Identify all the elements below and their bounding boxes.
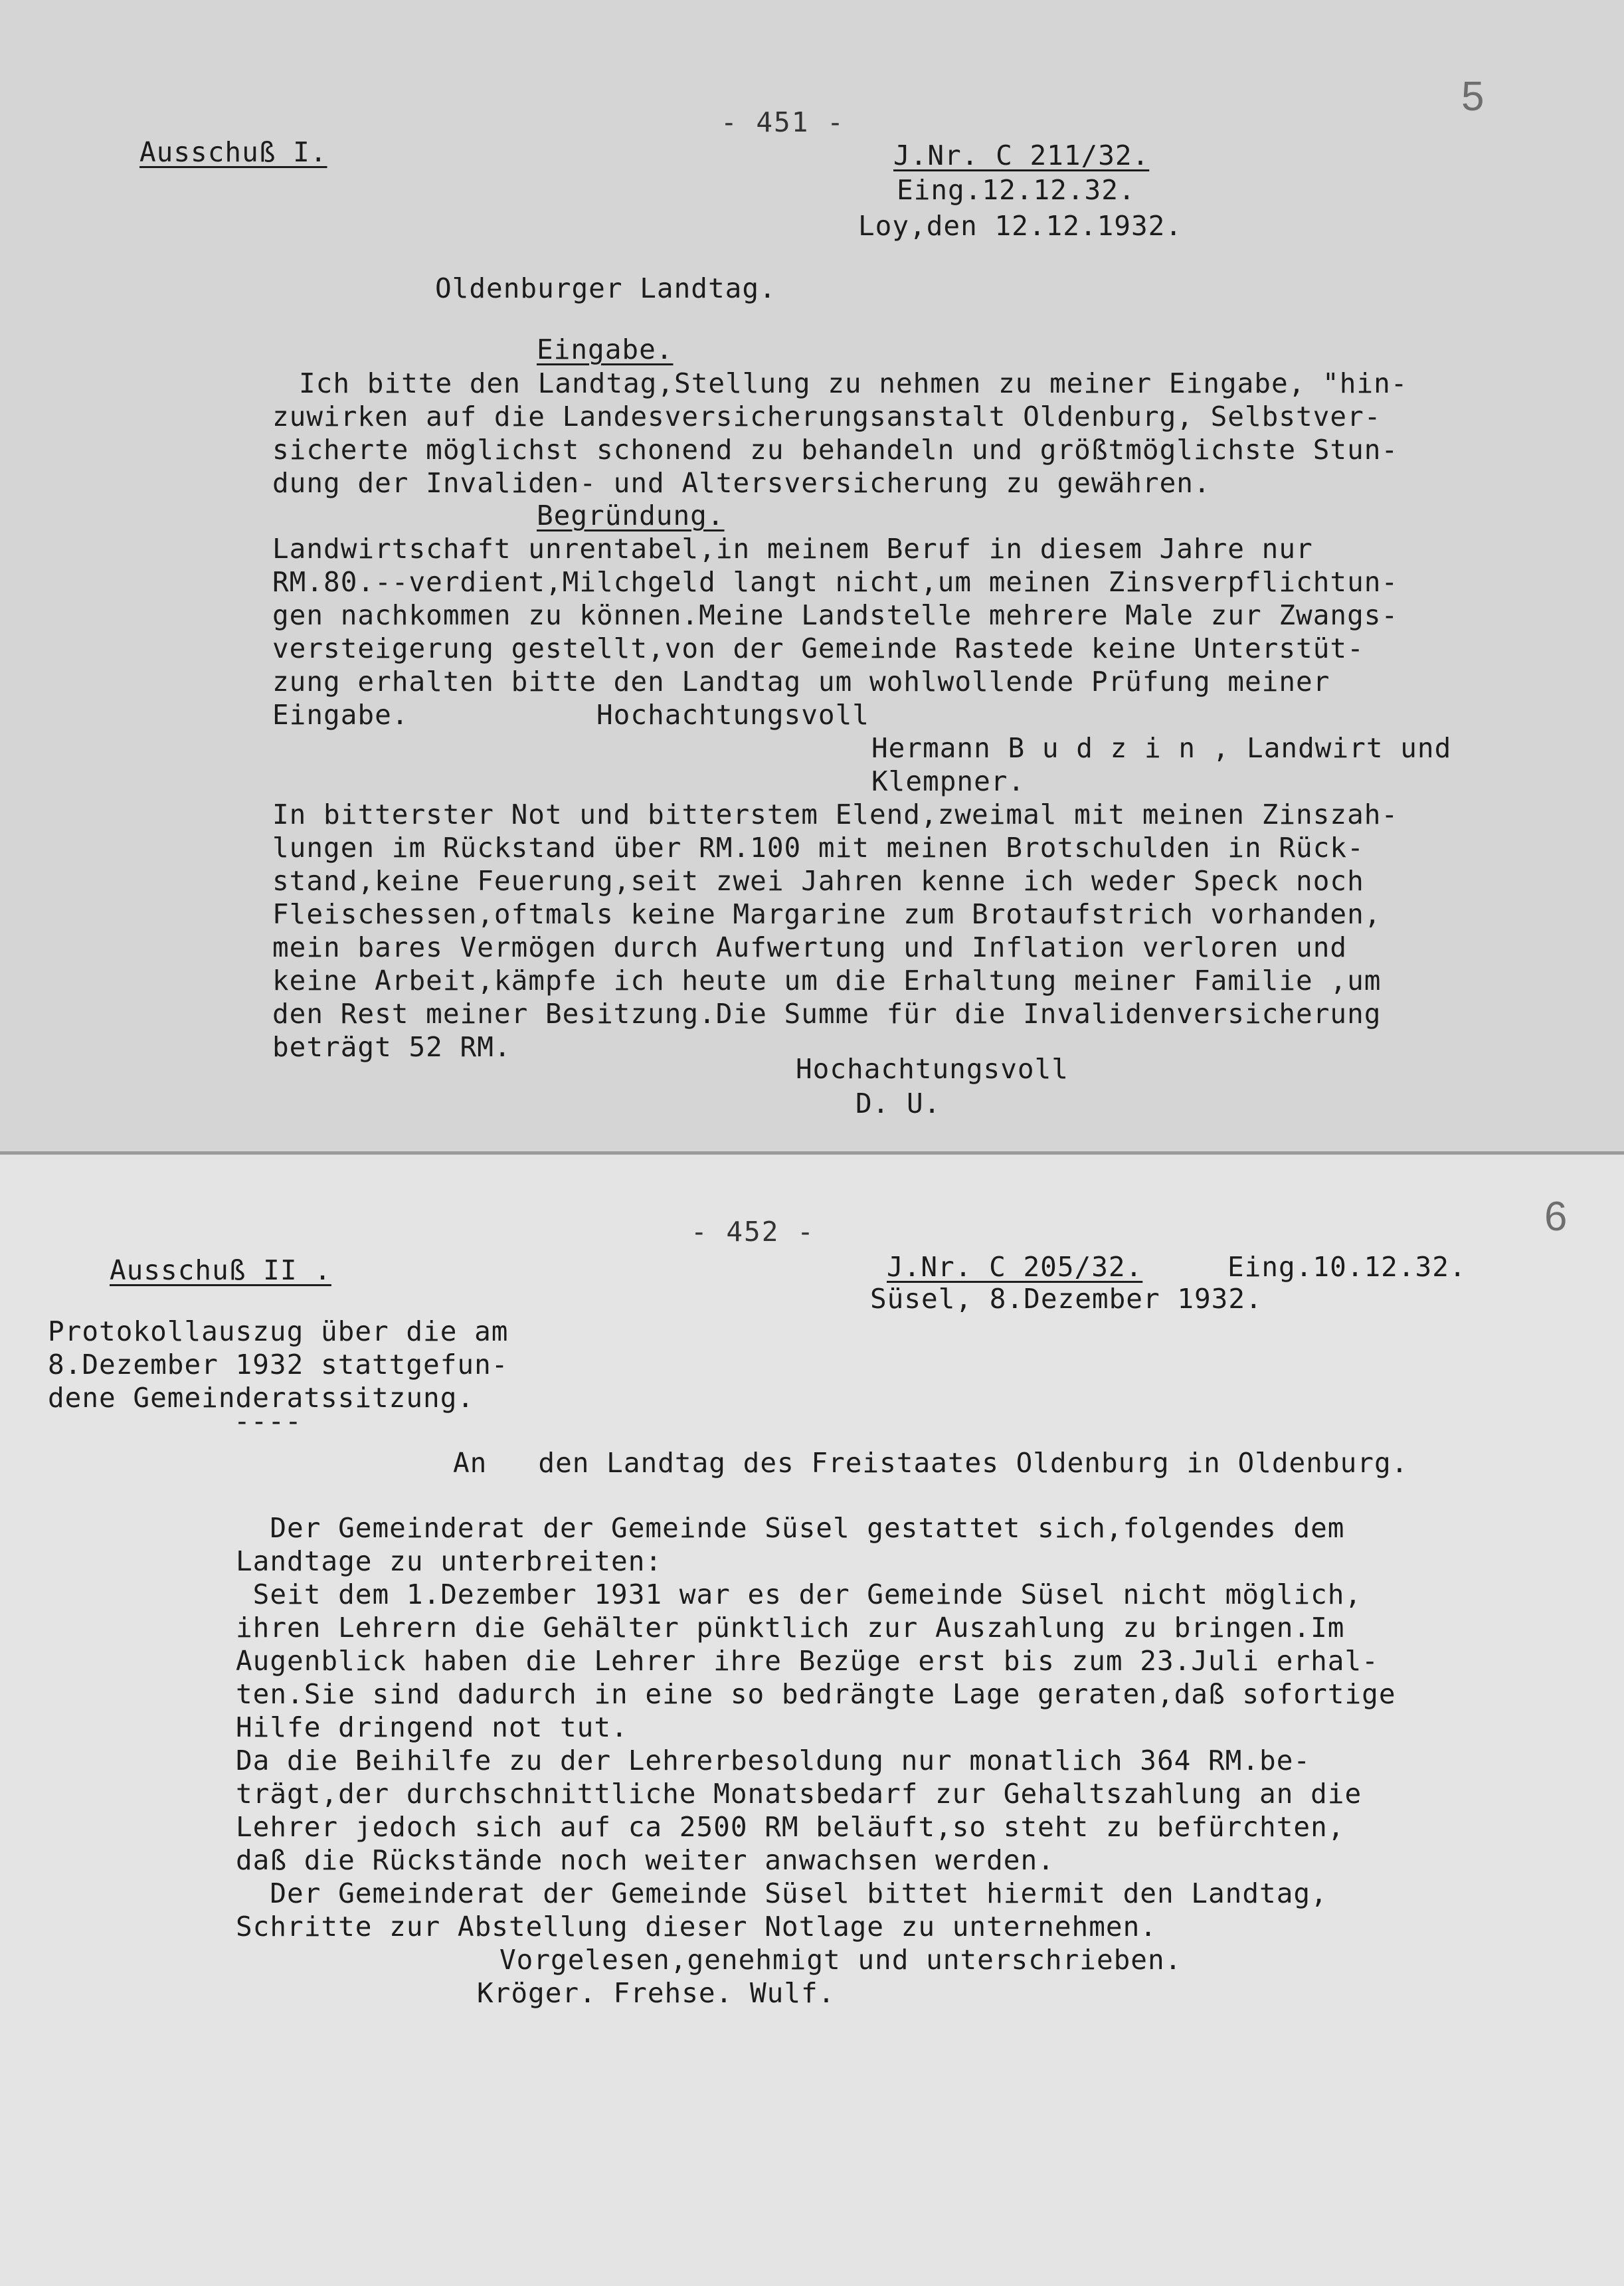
text-line: Eingabe. Hochachtungsvoll: [272, 699, 869, 731]
place-date: Loy,den 12.12.1932.: [858, 210, 1182, 242]
subject-line: dene Gemeinderatssitzung.: [48, 1382, 475, 1414]
signature-name: Hermann B u d z i n , Landwirt und: [871, 732, 1452, 764]
place-date: Süsel, 8.Dezember 1932.: [870, 1283, 1263, 1315]
received-date: Eing.10.12.32.: [1227, 1251, 1467, 1283]
text-line: stand,keine Feuerung,seit zwei Jahren kenne ich weder Speck noch: [272, 865, 1364, 897]
text-line: dung der Invaliden- und Altersversicherung zu gewähren.: [272, 467, 1211, 499]
heading-eingabe: Eingabe.: [537, 333, 674, 365]
signatures: Kröger. Frehse. Wulf.: [477, 1977, 836, 2009]
committee-label: Ausschuß I.: [139, 136, 327, 168]
text-line: Fleischessen,oftmals keine Margarine zum Brotaufstrich vorhanden,: [272, 898, 1382, 930]
subject-line: Protokollauszug über die am: [48, 1315, 509, 1347]
text-line: zung erhalten bitte den Landtag um wohlwollende Prüfung meiner: [272, 666, 1330, 698]
text-line: ihren Lehrern die Gehälter pünktlich zur Auszahlung zu bringen.Im: [236, 1612, 1345, 1644]
reference-number: J.Nr. C 205/32.: [887, 1251, 1143, 1283]
handwritten-page-number: 5: [1461, 74, 1485, 120]
document-page-452: [0, 1155, 1624, 2286]
text-line: den Rest meiner Besitzung.Die Summe für die Invalidenversicherung: [272, 998, 1382, 1030]
text-line: mein bares Vermögen durch Aufwertung und Inflation verloren und: [272, 931, 1348, 963]
text-line: Hilfe dringend not tut.: [236, 1711, 628, 1743]
text-line: versteigerung gestellt,von der Gemeinde Rastede keine Unterstüt-: [272, 632, 1364, 664]
text-line: Schritte zur Abstellung dieser Notlage zu unternehmen.: [236, 1911, 1157, 1943]
text-line: Da die Beihilfe zu der Lehrerbesoldung nur monatlich 364 RM.be-: [236, 1745, 1311, 1776]
reference-number: J.Nr. C 211/32.: [893, 140, 1150, 171]
subject-line: 8.Dezember 1932 stattgefun-: [48, 1349, 509, 1381]
text-line: ten.Sie sind dadurch in eine so bedrängte Lage geraten,daß sofortige: [236, 1678, 1396, 1710]
closing: Hochachtungsvoll: [796, 1053, 1069, 1085]
text-line: In bitterster Not und bitterstem Elend,zweimal mit meinen Zinszah-: [272, 799, 1399, 830]
text-line: Landtage zu unterbreiten:: [236, 1545, 663, 1577]
text-line: Landwirtschaft unrentabel,in meinem Beruf in diesem Jahre nur: [272, 533, 1313, 565]
text-line: RM.80.--verdient,Milchgeld langt nicht,um meinen Zinsverpflichtun-: [272, 566, 1399, 598]
text-line: lungen im Rückstand über RM.100 mit meinen Brotschulden in Rück-: [272, 832, 1364, 864]
text-line: Lehrer jedoch sich auf ca 2500 RM beläuft,so steht zu befürchten,: [236, 1811, 1345, 1843]
initials: D. U.: [856, 1088, 941, 1119]
subject-rule: ----: [234, 1405, 302, 1437]
text-line: Der Gemeinderat der Gemeinde Süsel gestattet sich,folgendes dem: [236, 1512, 1345, 1544]
text-line: Augenblick haben die Lehrer ihre Bezüge erst bis zum 23.Juli erhal-: [236, 1645, 1379, 1677]
text-line: beträgt 52 RM.: [272, 1031, 511, 1063]
handwritten-page-number: 6: [1544, 1194, 1568, 1240]
page-number: - 451 -: [721, 106, 845, 138]
text-line: Seit dem 1.Dezember 1931 war es der Gemeinde Süsel nicht möglich,: [236, 1578, 1362, 1610]
signature-occupation: Klempner.: [871, 765, 1026, 797]
text-line: Der Gemeinderat der Gemeinde Süsel bittet hiermit den Landtag,: [236, 1877, 1328, 1909]
page-number: - 452 -: [691, 1216, 815, 1248]
text-line: sicherte möglichst schonend zu behandeln und größtmöglichste Stun-: [272, 434, 1399, 466]
text-line: keine Arbeit,kämpfe ich heute um die Erhaltung meiner Familie ,um: [272, 965, 1382, 997]
addressee: Oldenburger Landtag.: [435, 272, 776, 304]
heading-begruendung: Begründung.: [537, 500, 725, 531]
closing: Vorgelesen,genehmigt und unterschrieben.: [499, 1944, 1182, 1976]
text-line: Ich bitte den Landtag,Stellung zu nehmen zu meiner Eingabe, "hin-: [299, 367, 1408, 399]
text-line: zuwirken auf die Landesversicherungsanstalt Oldenburg, Selbstver-: [272, 401, 1382, 432]
text-line: trägt,der durchschnittliche Monatsbedarf zur Gehaltszahlung an die: [236, 1778, 1362, 1810]
text-line: daß die Rückstände noch weiter anwachsen werden.: [236, 1844, 1055, 1876]
received-date: Eing.12.12.32.: [897, 174, 1136, 206]
address-line: An den Landtag des Freistaates Oldenburg in Oldenburg.: [453, 1447, 1409, 1479]
text-line: gen nachkommen zu können.Meine Landstelle mehrere Male zur Zwangs-: [272, 599, 1399, 631]
committee-label: Ausschuß II .: [110, 1254, 331, 1286]
